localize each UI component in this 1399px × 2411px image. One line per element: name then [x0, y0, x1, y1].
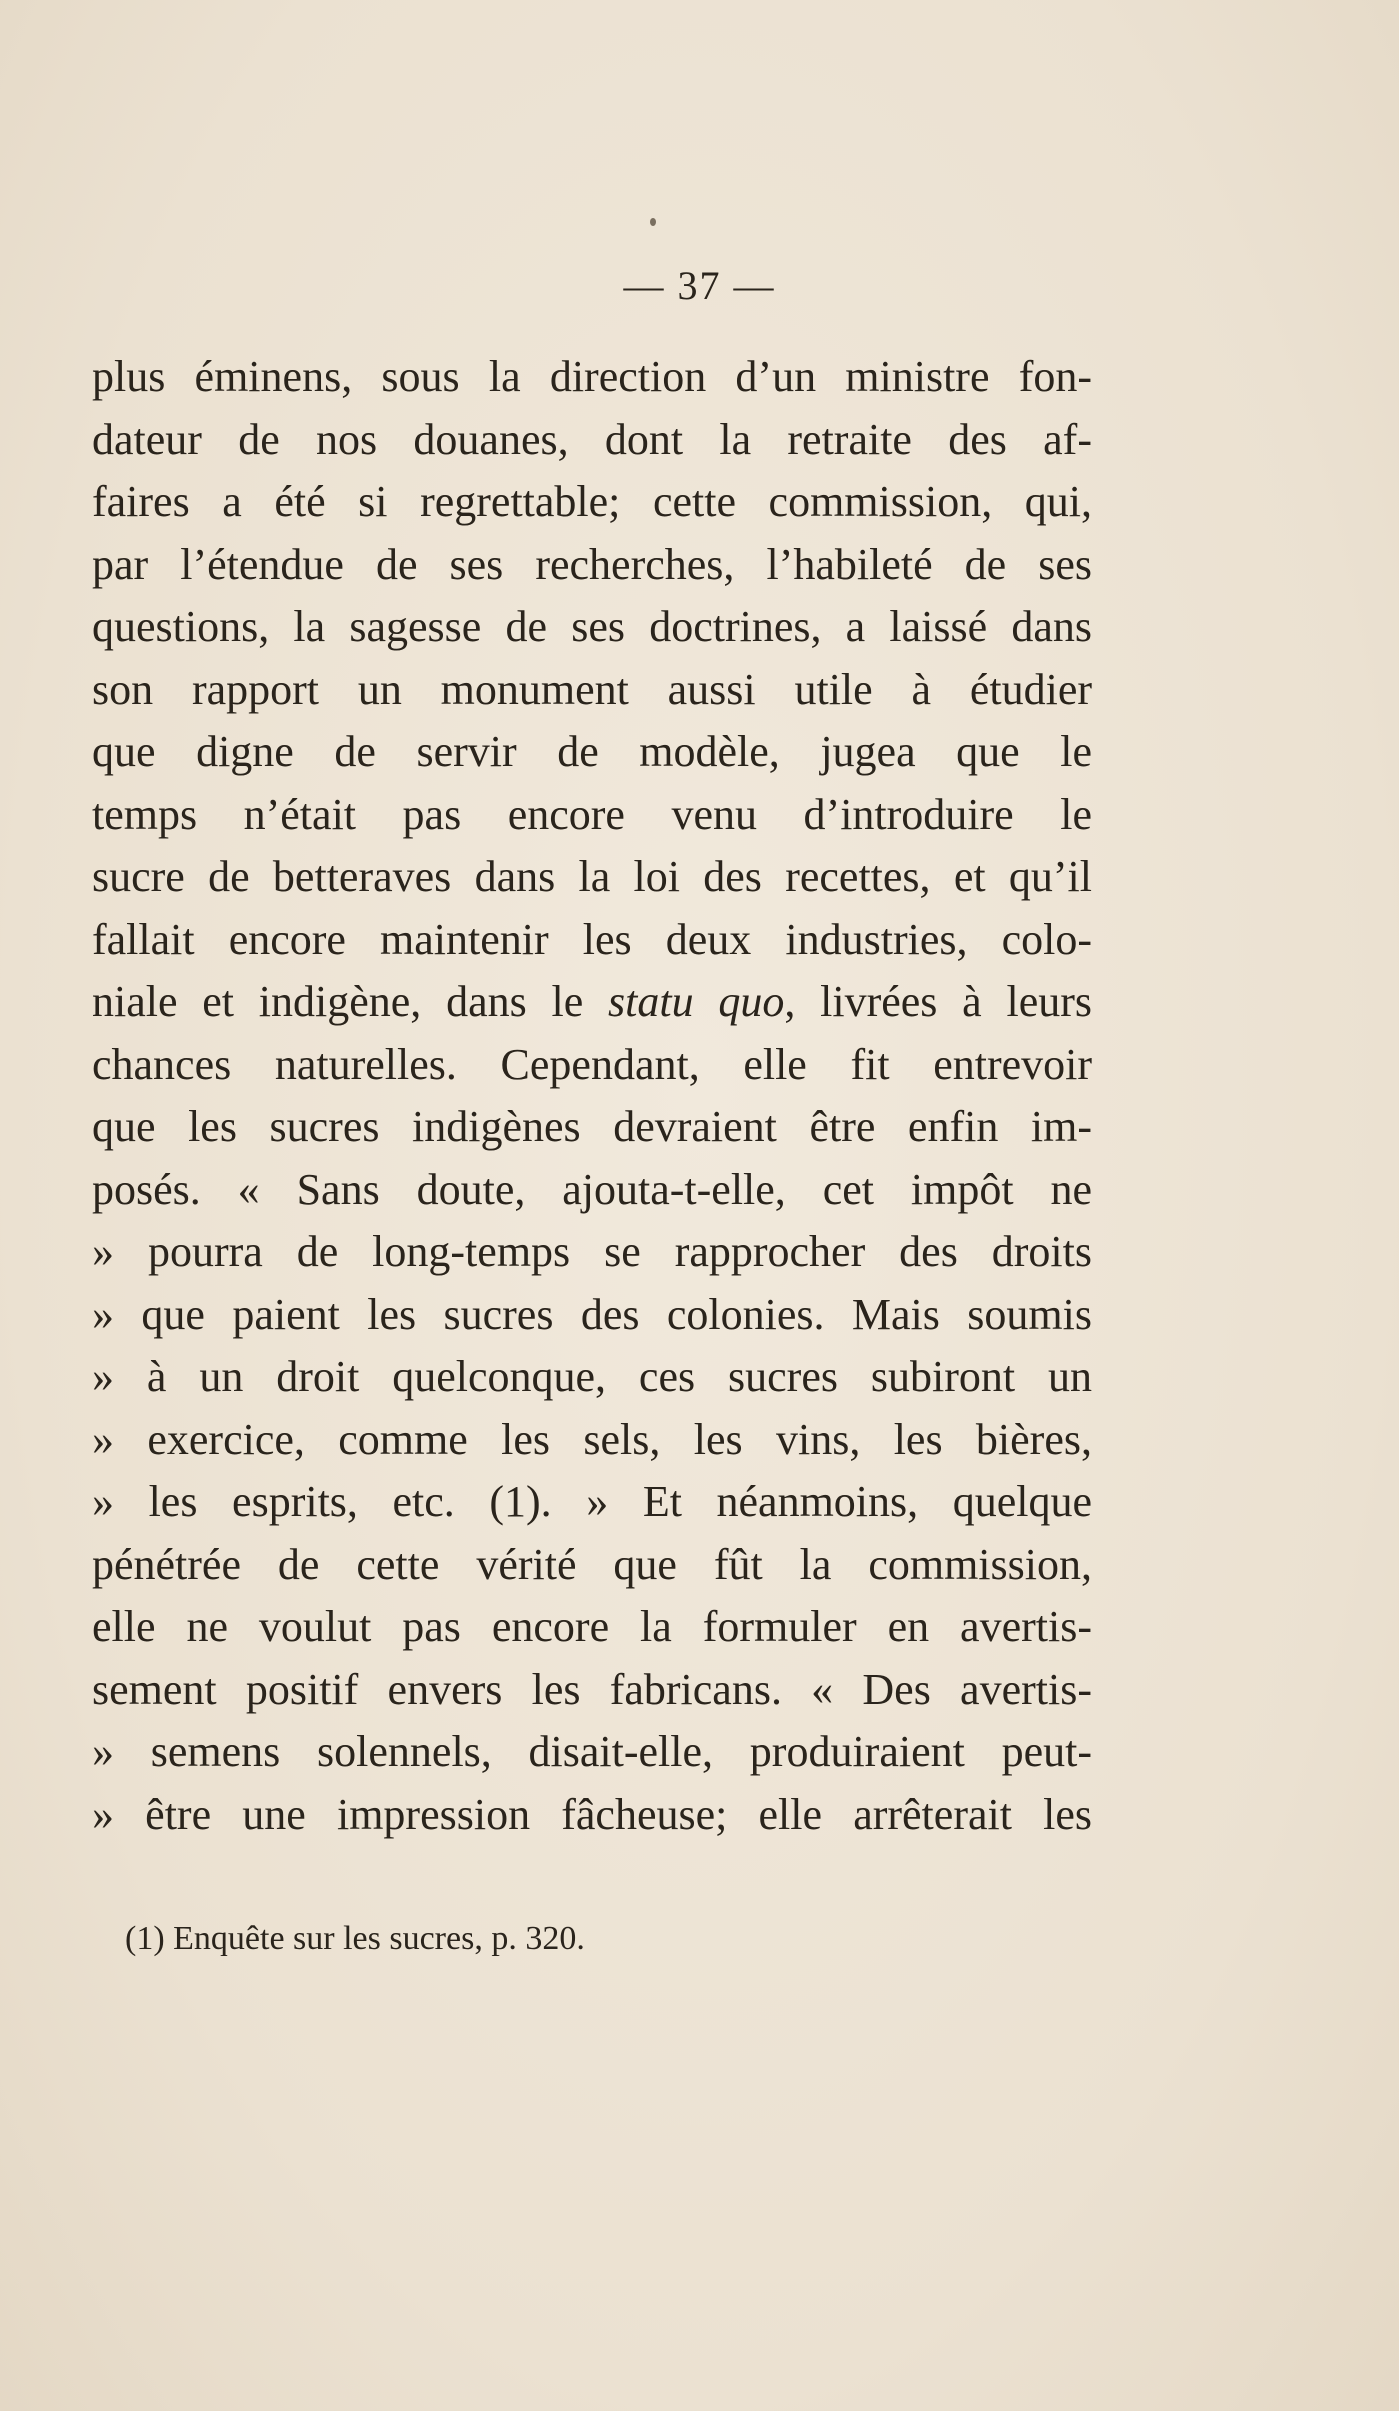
text-line: » être une impression fâcheuse; elle arrêterait les	[92, 1789, 1092, 1839]
text-line: faires a été si regrettable; cette commission, qui,	[92, 477, 1092, 526]
text-line: » que paient les sucres des colonies. Mais soumis	[92, 1289, 1092, 1339]
text-line: posés. « Sans doute, ajouta-t-elle, cet impôt ne	[92, 1164, 1092, 1214]
italic-phrase: statu quo	[608, 977, 785, 1026]
text-line: sucre de betteraves dans la loi des recettes, et qu’il	[92, 852, 1092, 901]
text-line: pénétrée de cette vérité que fût la commission,	[92, 1539, 1092, 1589]
text-line: par l’étendue de ses recherches, l’habileté de ses	[92, 539, 1092, 589]
text-line: sement positif envers les fabricans. « Des avertis-	[92, 1664, 1092, 1714]
footnote: (1) Enquête sur les sucres, p. 320.	[125, 1920, 585, 1957]
text-line: que digne de servir de modèle, jugea que le	[92, 727, 1092, 776]
text-line: » pourra de long-temps se rapprocher des droits	[92, 1227, 1092, 1276]
text-line: son rapport un monument aussi utile à étudier	[92, 664, 1092, 714]
body-text	[92, 346, 1092, 1846]
ink-speck	[650, 218, 656, 226]
text-line: questions, la sagesse de ses doctrines, a laissé dans	[92, 602, 1092, 651]
text-line: chances naturelles. Cependant, elle fit entrevoir	[92, 1039, 1092, 1089]
text-line: elle ne voulut pas encore la formuler en avertis-	[92, 1602, 1092, 1651]
text-line: dateur de nos douanes, dont la retraite des af-	[92, 414, 1092, 464]
text-line: niale et indigène, dans le statu quo, livrées à leurs	[92, 977, 1092, 1026]
text-line: temps n’était pas encore venu d’introduire le	[92, 789, 1092, 839]
text-line: fallait encore maintenir les deux industries, colo-	[92, 914, 1092, 964]
text-line: plus éminens, sous la direction d’un ministre fon-	[92, 352, 1092, 401]
text-line: que les sucres indigènes devraient être enfin im-	[92, 1102, 1092, 1151]
text-line: » à un droit quelconque, ces sucres subiront un	[92, 1352, 1092, 1401]
text-line: » semens solennels, disait-elle, produiraient peut-	[92, 1727, 1092, 1776]
text-line: » exercice, comme les sels, les vins, les bières,	[92, 1414, 1092, 1464]
text-line: » les esprits, etc. (1). » Et néanmoins, quelque	[92, 1477, 1092, 1526]
page-number: — 37 —	[623, 263, 776, 308]
